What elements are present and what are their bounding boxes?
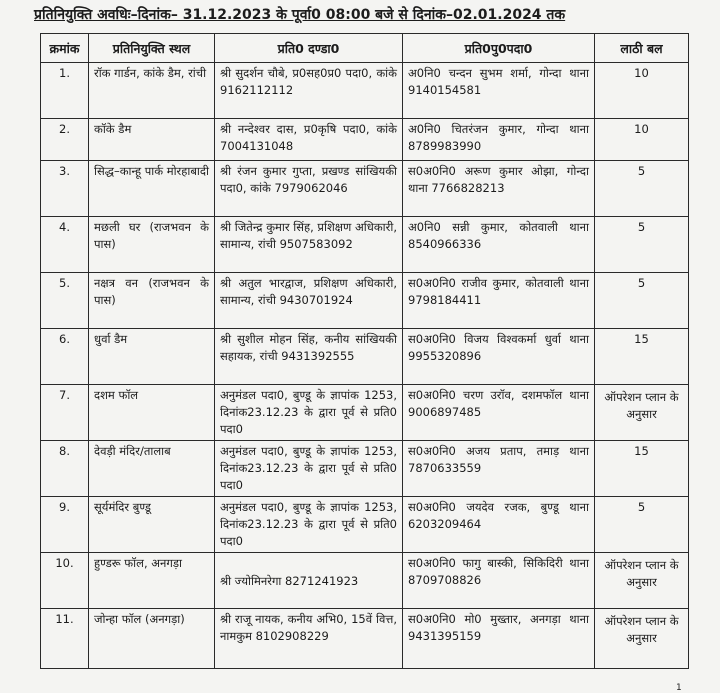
- table-row: [41, 553, 689, 609]
- place-cell: देवड़ी मंदिर/तालाब: [89, 441, 215, 497]
- deployment-table: [40, 33, 689, 669]
- place-cell: सूर्यमंदिर बुण्डू: [89, 497, 215, 553]
- table-row: [41, 441, 689, 497]
- lathi-force-cell: 15: [595, 441, 689, 497]
- lathi-force-cell: 15: [595, 329, 689, 385]
- serial-no-cell: 4.: [41, 217, 89, 273]
- police-officer-cell: स0अ0नि0 चरण उरॉव, दशमफॉल थाना 9006897485: [403, 385, 595, 441]
- police-officer-cell: अ0नि0 चितरंजन कुमार, गोन्दा थाना 8789983990: [403, 119, 595, 161]
- magistrate-cell: अनुमंडल पदा0, बुण्डू के ज्ञापांक 1253, दिनांक23.12.23 के द्वारा पूर्व से प्रति0 पदा0: [215, 441, 403, 497]
- column-header-serial-no: क्रमांक: [41, 34, 89, 63]
- lathi-force-cell: 5: [595, 273, 689, 329]
- police-officer-cell: स0अ0नि0 राजीव कुमार, कोतवाली थाना 9798184411: [403, 273, 595, 329]
- police-officer-cell: स0अ0नि0 जयदेव रजक, बुण्डू थाना 6203209464: [403, 497, 595, 553]
- table-row: [41, 609, 689, 669]
- magistrate-cell: श्री नन्देश्वर दास, प्र0कृषि पदा0, कांके 7004131048: [215, 119, 403, 161]
- serial-no-cell: 11.: [41, 609, 89, 669]
- column-header-place: प्रतिनियुक्ति स्थल: [89, 34, 215, 63]
- magistrate-cell: श्री अतुल भारद्वाज, प्रशिक्षण अधिकारी, सामान्य, रांची 9430701924: [215, 273, 403, 329]
- place-cell: रॉक गार्डन, कांके डैम, रांची: [89, 63, 215, 119]
- magistrate-cell: श्री राजू नायक, कनीय अभि0, 15वें वित्त, नामकुम 8102908229: [215, 609, 403, 669]
- place-cell: धुर्वा डैम: [89, 329, 215, 385]
- lathi-force-cell: ऑपरेशन प्लान के अनुसार: [595, 609, 689, 669]
- place-cell: मछली घर (राजभवन के पास): [89, 217, 215, 273]
- table-row: [41, 329, 689, 385]
- police-officer-cell: स0अ0नि0 विजय विश्वकर्मा धुर्वा थाना 9955320896: [403, 329, 595, 385]
- police-officer-cell: स0अ0नि0 अजय प्रताप, तमाड़ थाना 7870633559: [403, 441, 595, 497]
- lathi-force-cell: ऑपरेशन प्लान के अनुसार: [595, 553, 689, 609]
- serial-no-cell: 10.: [41, 553, 89, 609]
- lathi-force-cell: 10: [595, 119, 689, 161]
- serial-no-cell: 3.: [41, 161, 89, 217]
- lathi-force-cell: 10: [595, 63, 689, 119]
- place-cell: कॉके डैम: [89, 119, 215, 161]
- magistrate-cell: अनुमंडल पदा0, बुण्डू के ज्ञापांक 1253, दिनांक23.12.23 के द्वारा पूर्व से प्रति0 पदा0: [215, 497, 403, 553]
- serial-no-cell: 2.: [41, 119, 89, 161]
- document-heading: प्रतिनियुक्ति अवधिः–दिनांक– 31.12.2023 के पूर्वा0 08:00 बजे से दिनांक–02.01.2024 तक: [34, 7, 566, 23]
- police-officer-cell: स0अ0नि0 अरूण कुमार ओझा, गोन्दा थाना 7766828213: [403, 161, 595, 217]
- police-officer-cell: स0अ0नि0 फागु बास्की, सिकिदिरी थाना 8709708826: [403, 553, 595, 609]
- magistrate-cell: श्री जितेन्द्र कुमार सिंह, प्रशिक्षण अधिकारी, सामान्य, रांची 9507583092: [215, 217, 403, 273]
- magistrate-cell: श्री ज्योमिनरेगा 8271241923: [215, 553, 403, 609]
- place-cell: हुण्डरू फॉल, अनगड़ा: [89, 553, 215, 609]
- column-header-magistrate: प्रति0 दण्डा0: [215, 34, 403, 63]
- serial-no-cell: 8.: [41, 441, 89, 497]
- table-header-row: [41, 34, 689, 63]
- lathi-force-cell: 5: [595, 497, 689, 553]
- table-row: [41, 385, 689, 441]
- serial-no-cell: 7.: [41, 385, 89, 441]
- magistrate-cell: श्री सुशील मोहन सिंह, कनीय सांखियकी सहायक, रांची 9431392555: [215, 329, 403, 385]
- serial-no-cell: 1.: [41, 63, 89, 119]
- magistrate-cell: श्री रंजन कुमार गुप्ता, प्रखण्ड सांखियकी पदा0, कांके 7979062046: [215, 161, 403, 217]
- lathi-force-cell: 5: [595, 217, 689, 273]
- column-header-police-officer: प्रति0पु0पदा0: [403, 34, 595, 63]
- serial-no-cell: 6.: [41, 329, 89, 385]
- column-header-lathi-force: लाठी बल: [595, 34, 689, 63]
- place-cell: नक्षत्र वन (राजभवन के पास): [89, 273, 215, 329]
- police-officer-cell: अ0नि0 चन्दन सुभम शर्मा, गोन्दा थाना 9140154581: [403, 63, 595, 119]
- lathi-force-cell: ऑपरेशन प्लान के अनुसार: [595, 385, 689, 441]
- table-row: [41, 217, 689, 273]
- table-row: [41, 497, 689, 553]
- magistrate-cell: श्री सुदर्शन चौबे, प्र0सह0प्र0 पदा0, कांके 9162112112: [215, 63, 403, 119]
- serial-no-cell: 5.: [41, 273, 89, 329]
- page-edge-mark: 1: [676, 683, 682, 693]
- table-row: [41, 63, 689, 119]
- police-officer-cell: स0अ0नि0 मो0 मुख्तार, अनगड़ा थाना 9431395159: [403, 609, 595, 669]
- place-cell: सिद्ध–कान्हू पार्क मोरहाबादी: [89, 161, 215, 217]
- police-officer-cell: अ0नि0 सन्नी कुमार, कोतवाली थाना 8540966336: [403, 217, 595, 273]
- lathi-force-cell: 5: [595, 161, 689, 217]
- magistrate-cell: अनुमंडल पदा0, बुण्डू के ज्ञापांक 1253, दिनांक23.12.23 के द्वारा पूर्व से प्रति0 पदा0: [215, 385, 403, 441]
- table-row: [41, 119, 689, 161]
- serial-no-cell: 9.: [41, 497, 89, 553]
- table-row: [41, 161, 689, 217]
- place-cell: जोन्हा फॉल (अनगड़ा): [89, 609, 215, 669]
- place-cell: दशम फॉल: [89, 385, 215, 441]
- table-row: [41, 273, 689, 329]
